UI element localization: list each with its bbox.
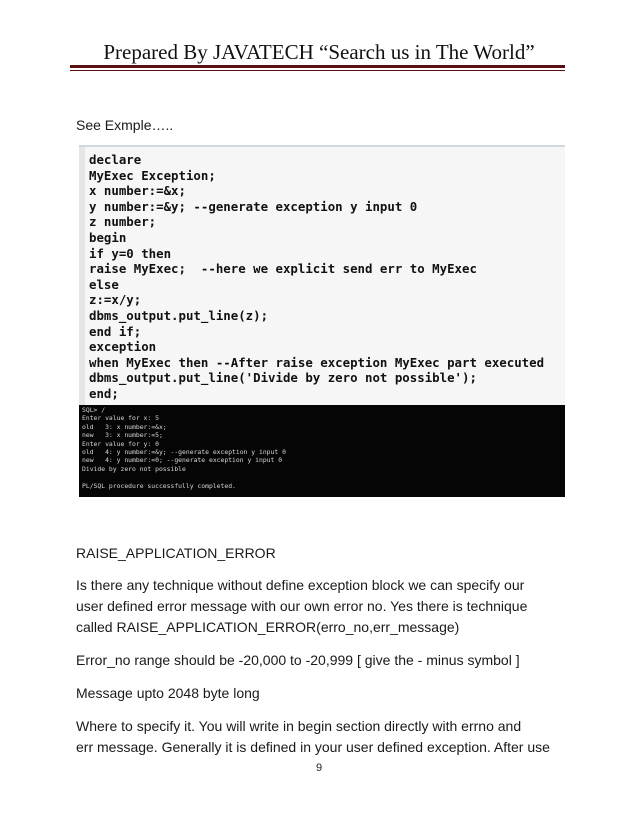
code-line: dbms_output.put_line(z); — [89, 307, 269, 323]
terminal-line: Enter value for x: 5 — [82, 414, 159, 423]
header-title: Prepared By JAVATECH “Search us in The World” — [103, 40, 535, 64]
code-lines — [89, 152, 544, 402]
terminal-line — [82, 473, 286, 481]
code-line: z:=x/y; — [89, 292, 142, 308]
terminal-lines — [82, 406, 286, 490]
code-block-bar — [79, 147, 85, 405]
terminal-line: Enter value for y: 0 — [82, 439, 159, 448]
code-block — [79, 145, 565, 405]
terminal-line: SQL> / — [82, 406, 106, 414]
paragraph-line: called RAISE_APPLICATION_ERROR(erro_no,err_message) — [76, 619, 460, 635]
terminal-line: new 4: y number:=0; --generate exception y input 0 — [82, 456, 283, 465]
paragraph-line: Is there any technique without define exception block we can specify our — [76, 577, 525, 593]
terminal-line: old 3: x number:=&x; — [82, 422, 167, 431]
page-number: 9 — [315, 762, 323, 774]
paragraph-line: user defined error message with our own error no. Yes there is technique — [76, 598, 528, 614]
code-line: y number:=&y; --generate exception y input 0 — [89, 198, 418, 214]
terminal-line: old 4: y number:=&y; --generate exception y input 0 — [82, 447, 286, 456]
code-line: begin — [89, 229, 127, 245]
section-heading: RAISE_APPLICATION_ERROR — [76, 545, 276, 561]
code-line: declare — [89, 152, 142, 167]
paragraph-line: Error_no range should be -20,000 to -20,999 [ give the - minus symbol ] — [76, 652, 520, 668]
terminal-line: new 3: x number:=5; — [82, 431, 163, 440]
code-line: dbms_output.put_line('Divide by zero not possible'); — [89, 370, 477, 386]
paragraph-line: err message. Generally it is defined in your user defined exception. After use — [76, 739, 550, 755]
code-line: end; — [89, 385, 119, 401]
code-line: raise MyExec; --here we explicit send err to MyExec — [89, 261, 477, 277]
code-line: exception — [89, 339, 157, 355]
code-line: when MyExec then --After raise exception MyExec part executed — [89, 354, 545, 370]
terminal-line: PL/SQL procedure successfully completed. — [82, 481, 236, 490]
intro-text: See Exmple….. — [76, 117, 174, 133]
paragraph-line: Where to specify it. You will write in begin section directly with errno and — [76, 718, 522, 734]
header-rule — [70, 65, 565, 68]
code-line: z number; — [89, 214, 157, 230]
terminal-output — [79, 405, 565, 497]
paragraph-line: Message upto 2048 byte long — [76, 685, 260, 701]
code-line: if y=0 then — [89, 245, 172, 261]
code-line: x number:=&x; — [89, 183, 186, 199]
code-line: else — [89, 276, 119, 292]
code-line: MyExec Exception; — [89, 167, 216, 183]
code-line: end if; — [89, 323, 142, 339]
header-rule-thin — [70, 70, 565, 71]
terminal-line: Divide by zero not possible — [82, 464, 186, 473]
